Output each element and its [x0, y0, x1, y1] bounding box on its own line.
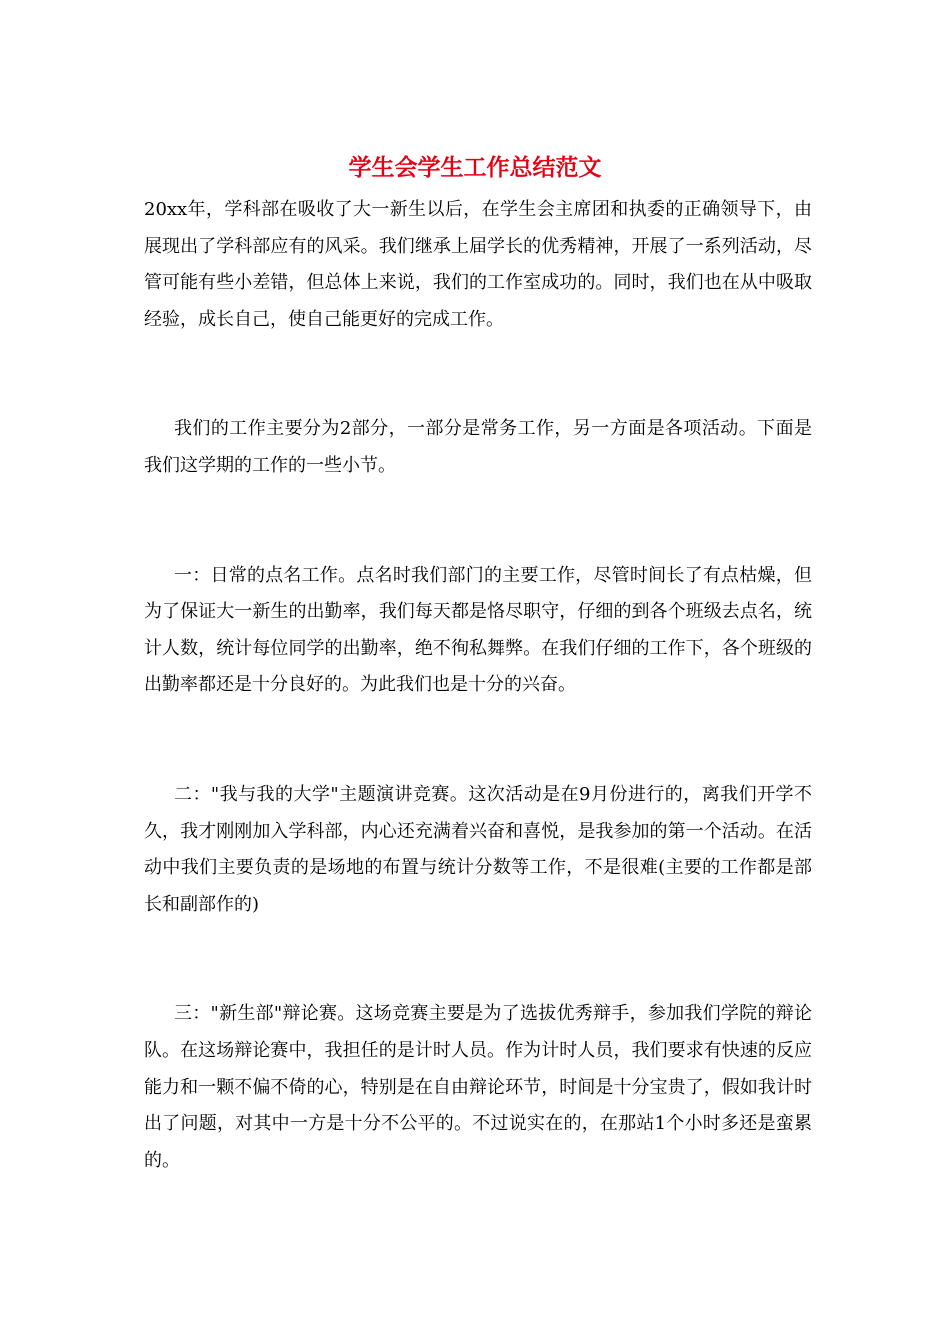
document-body — [144, 192, 812, 1179]
paragraph-speech-contest: 二："我与我的大学"主题演讲竞赛。这次活动是在9月份进行的，离我们开学不久，我才刚刚加入学科部，内心还充满着兴奋和喜悦，是我参加的第一个活动。在活动中我们主要负责的是场地的布置与统计分数等工作，不是很难(主要的工作都是部长和副部作的) — [144, 783, 812, 915]
document-title: 学生会学生工作总结范文 — [348, 154, 602, 181]
paragraph-overview: 我们的工作主要分为2部分，一部分是常务工作，另一方面是各项活动。下面是我们这学期的工作的一些小节。 — [144, 418, 812, 476]
paragraph-debate: 三："新生部"辩论赛。这场竞赛主要是为了选拔优秀辩手，参加我们学院的辩论队。在这场辩论赛中，我担任的是计时人员。作为计时人员，我们要求有快速的反应能力和一颗不偏不倚的心，特别是在自由辩论环节，时间是十分宝贵了，假如我计时出了问题，对其中一方是十分不公平的。不过说实在的，在那站1个小时多还是蛮累的。 — [144, 1003, 812, 1171]
paragraph-intro: 20xx年，学科部在吸收了大一新生以后，在学生会主席团和执委的正确领导下，由展现出了学科部应有的风采。我们继承上届学长的优秀精神，开展了一系列活动，尽管可能有些小差错，但总体上来说，我们的工作室成功的。同时，我们也在从中吸取经验，成长自己，使自己能更好的完成工作。 — [144, 199, 812, 330]
paragraph-roll-call: 一：日常的点名工作。点名时我们部门的主要工作，尽管时间长了有点枯燥，但为了保证大一新生的出勤率，我们每天都是恪尽职守，仔细的到各个班级去点名，统计人数，统计每位同学的出勤率，绝不徇私舞弊。在我们仔细的工作下，各个班级的出勤率都还是十分良好的。为此我们也是十分的兴奋。 — [144, 564, 812, 696]
